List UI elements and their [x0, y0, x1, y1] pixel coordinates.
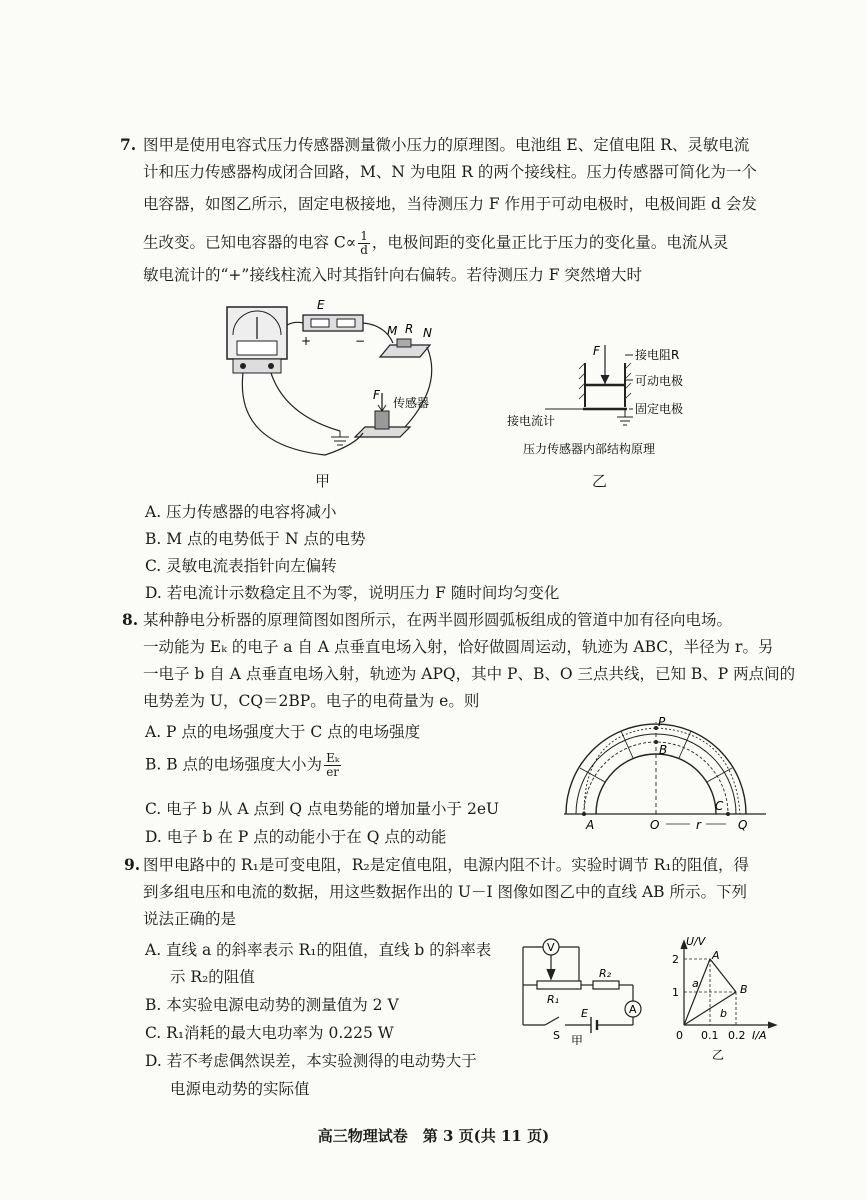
q8-option-c: C. 电子 b 从 A 点到 Q 点电势能的增加量小于 2eU: [145, 800, 500, 818]
q8-figure: [560, 712, 770, 834]
q8-line-3: 一电子 b 自 A 点垂直电场入射，轨迹为 APQ，其中 P、B、O 三点共线，已知 B、P 两点间的: [143, 665, 796, 683]
label-F: F: [373, 388, 380, 402]
label-S: S: [553, 1029, 560, 1042]
tick-origin: 0: [676, 1029, 683, 1042]
q9-figure-b: [668, 935, 778, 1065]
label-N: N: [423, 326, 432, 340]
label-sensor: 传感器: [393, 396, 430, 410]
tick-y2: 2: [672, 953, 679, 966]
label-P: P: [658, 715, 666, 729]
label-R2: R₂: [599, 967, 612, 980]
q7-line-3: 电容器，如图乙所示，固定电极接地，当待测压力 F 作用于可动电极时，电极间距 d 会发: [143, 195, 757, 213]
q7-figure-a: [215, 295, 435, 485]
frac-numerator: 1: [360, 229, 368, 243]
label-B: B: [659, 743, 668, 757]
q7-option-b: B. M 点的电势低于 N 点的电势: [145, 530, 366, 548]
label-line-a: a: [692, 977, 699, 990]
label-E: E: [317, 298, 325, 312]
q9-option-c: C. R₁消耗的最大电功率为 0.225 W: [145, 1024, 394, 1042]
q9-line-2: 到多组电压和电流的数据，用这些数据作出的 U－I 图像如图乙中的直线 AB 所示。下列: [143, 883, 747, 901]
q9-option-d-cont: 电源电动势的实际值: [170, 1080, 310, 1098]
label-C: C: [715, 799, 724, 813]
q8-line-4: 电势差为 U，CQ＝2BP。电子的电荷量为 e。则: [143, 692, 480, 710]
label-R1: R₁: [547, 993, 560, 1006]
label-Q: Q: [738, 818, 748, 832]
q8-line-2: 一动能为 Eₖ 的电子 a 自 A 点垂直电场入射，恰好做圆周运动，轨迹为 ABC，半径为 r。另: [143, 638, 774, 656]
q8-option-b: [145, 752, 343, 779]
label-plus: +: [301, 334, 312, 348]
label-connect-galv: 接电流计: [507, 414, 556, 428]
q7-line-4: [143, 230, 728, 257]
q9-line-1: 图甲电路中的 R₁是可变电阻，R₂是定值电阻，电源内阻不计。实验时调节 R₁的阻值，得: [143, 856, 750, 874]
q9-option-a: A. 直线 a 的斜率表示 R₁的阻值，直线 b 的斜率表: [145, 941, 492, 959]
label-A: A: [586, 818, 595, 832]
q7-line-4b: ，电极间距的变化量正比于压力的变化量。电流从灵: [371, 233, 729, 252]
tick-x1: 0.1: [701, 1029, 719, 1042]
line-AB: [710, 959, 736, 992]
r2-resistor: [593, 981, 619, 989]
q9-fig-a-caption: 甲: [571, 1034, 584, 1045]
label-E2: E: [581, 1007, 588, 1020]
label-fixed: 固定电极: [635, 402, 684, 416]
q7-line-5: 敏电流计的“+”接线柱流入时其指针向右偏转。若待测压力 F 突然增大时: [143, 266, 642, 284]
page-footer: 高三物理试卷 第 3 页(共 11 页): [317, 1127, 550, 1145]
label-M: M: [387, 324, 398, 338]
fig-b-title: 压力传感器内部结构原理: [523, 442, 656, 456]
tick-y1: 1: [672, 986, 679, 999]
q8-line-1: 某种静电分析器的原理简图如图所示，在两半圆形圆弧板组成的管道中加有径向电场。: [143, 611, 733, 629]
q9-option-d: D. 若不考虑偶然误差，本实验测得的电动势大于: [145, 1052, 477, 1070]
q7-number: 7.: [120, 135, 137, 154]
q8-frac-num: Eₖ: [326, 751, 340, 765]
q7-option-c: C. 灵敏电流表指针向左偏转: [145, 557, 337, 575]
q7-figure-b: [505, 335, 715, 465]
q7-fig-b-caption: 乙: [592, 472, 608, 490]
q7-option-a: A. 压力传感器的电容将减小: [145, 503, 337, 521]
q8-option-b-text: B. B 点的电场强度大小为: [145, 755, 323, 774]
q9-fig-b-caption: 乙: [712, 1048, 725, 1062]
q9-option-a-cont: 示 R₂的阻值: [170, 968, 255, 986]
point-B: B: [740, 983, 748, 996]
q7-fig-a-caption: 甲: [315, 472, 331, 490]
label-R: R: [405, 322, 414, 336]
q8-option-a: A. P 点的电场强度大于 C 点的电场强度: [145, 723, 421, 741]
q7-option-d: D. 若电流计示数稳定且不为零，说明压力 F 随时间均匀变化: [145, 584, 560, 602]
axis-x-label: I/A: [752, 1029, 767, 1042]
frac-denominator: d: [360, 243, 368, 257]
capacitance-fraction: [358, 230, 370, 257]
label-connect-R: 接电阻R: [635, 348, 680, 362]
label-O: O: [650, 818, 660, 832]
q9-number: 9.: [124, 855, 141, 874]
q8-option-d: D. 电子 b 在 P 点的动能小于在 Q 点的动能: [145, 828, 447, 846]
point-A: A: [712, 949, 720, 962]
label-V: V: [547, 941, 555, 954]
q8-field-fraction: [324, 752, 341, 779]
label-A-meter: A: [629, 1003, 637, 1016]
q7-line-4a: 生改变。已知电容器的电容 C∝: [143, 233, 357, 252]
label-F2: F: [593, 344, 600, 358]
label-r: r: [696, 818, 701, 832]
r1-resistor: [537, 981, 581, 989]
q7-line-2: 计和压力传感器构成闭合回路，M、N 为电阻 R 的两个接线柱。压力传感器可简化为一个: [143, 163, 757, 181]
q9-figure-a: [515, 935, 665, 1045]
label-line-b: b: [720, 1007, 727, 1020]
label-minus: −: [355, 334, 366, 348]
q8-number: 8.: [122, 610, 139, 629]
label-movable: 可动电极: [635, 374, 684, 388]
tick-x2: 0.2: [728, 1029, 746, 1042]
axis-y-label: U/V: [686, 935, 706, 948]
q7-line-1: 图甲是使用电容式压力传感器测量微小压力的原理图。电池组 E、定值电阻 R、灵敏电流: [143, 136, 750, 154]
q8-frac-den: er: [326, 765, 340, 779]
q9-line-3: 说法正确的是: [143, 910, 237, 928]
q9-option-b: B. 本实验电源电动势的测量值为 2 V: [145, 996, 399, 1014]
